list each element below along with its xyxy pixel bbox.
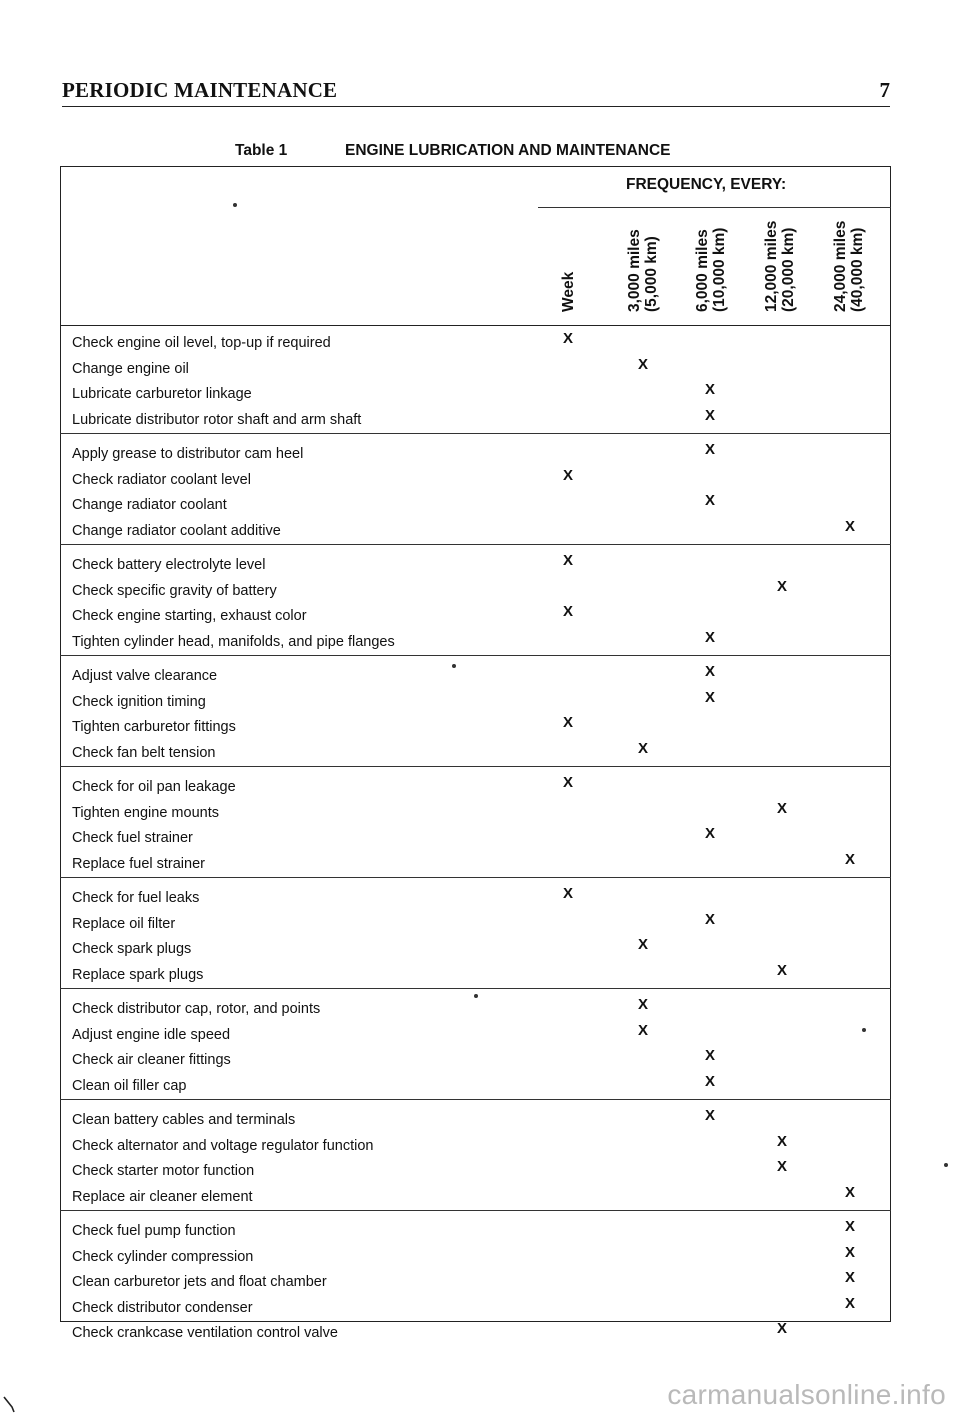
- frequency-mark: X: [563, 466, 574, 484]
- frequency-mark: X: [705, 910, 716, 928]
- frequency-mark: X: [777, 961, 788, 979]
- frequency-mark: X: [845, 850, 856, 868]
- watermark: carmanualsonline.info: [667, 1379, 946, 1410]
- frequency-mark: X: [845, 1183, 856, 1201]
- column-header: [763, 221, 797, 312]
- task-label: Check fan belt tension: [72, 744, 216, 761]
- task-label: Change radiator coolant additive: [72, 522, 281, 539]
- group-divider: [60, 766, 891, 767]
- column-header: [694, 228, 728, 312]
- group-divider: [60, 877, 891, 878]
- task-label: Check engine starting, exhaust color: [72, 608, 307, 624]
- table-title: ENGINE LUBRICATION AND MAINTENANCE: [345, 142, 671, 159]
- column-header-line2: (10,000 km): [711, 227, 728, 312]
- task-label: Check crankcase ventilation control valve: [72, 1325, 338, 1341]
- print-speck: [233, 203, 237, 207]
- task-label: Check specific gravity of battery: [72, 582, 277, 599]
- frequency-mark: X: [845, 1243, 856, 1261]
- task-label: Check spark plugs: [72, 941, 192, 957]
- frequency-mark: X: [845, 1218, 856, 1235]
- frequency-mark: X: [777, 577, 788, 595]
- task-label: Check alternator and voltage regulator function: [72, 1137, 374, 1154]
- task-label: Check distributor condenser: [72, 1299, 253, 1316]
- task-label: Check air cleaner fittings: [72, 1052, 231, 1068]
- frequency-mark: X: [563, 603, 574, 620]
- task-label: Replace fuel strainer: [72, 855, 205, 872]
- task-label: Tighten carburetor fittings: [72, 719, 236, 735]
- frequency-mark: X: [845, 1269, 856, 1286]
- frequency-mark: X: [705, 628, 716, 646]
- column-header-line1: 3,000 miles: [626, 229, 643, 312]
- task-label: Check starter motor function: [72, 1163, 255, 1179]
- table-caption: [235, 142, 671, 160]
- column-header-line1: Week: [560, 271, 577, 312]
- group-divider: [60, 1099, 891, 1100]
- frequency-mark: X: [845, 517, 856, 535]
- frequency-mark: X: [705, 663, 716, 680]
- column-header-line2: (5,000 km): [643, 236, 660, 312]
- frequency-mark: X: [705, 492, 716, 509]
- section-title: PERIODIC MAINTENANCE: [62, 78, 338, 102]
- task-label: Check fuel pump function: [72, 1223, 236, 1239]
- group-divider: [60, 655, 891, 656]
- frequency-mark: X: [705, 381, 716, 398]
- frequency-mark: X: [638, 936, 649, 953]
- print-speck: [944, 1163, 948, 1167]
- frequency-mark: X: [777, 1320, 788, 1337]
- task-label: Adjust engine idle speed: [72, 1026, 231, 1043]
- task-label: Change engine oil: [72, 360, 189, 377]
- task-label: Check distributor cap, rotor, and points: [72, 1001, 321, 1017]
- task-label: Lubricate distributor rotor shaft and arm shaft: [72, 411, 362, 428]
- frequency-mark: X: [705, 825, 716, 842]
- header-rule: [62, 106, 890, 107]
- scan-corner-mark: [2, 1395, 20, 1413]
- column-header: [832, 221, 866, 312]
- task-label: Check fuel strainer: [72, 830, 193, 846]
- task-label: Check battery electrolyte level: [72, 557, 266, 573]
- frequency-mark: X: [705, 1047, 716, 1064]
- frequency-mark: X: [845, 1294, 856, 1312]
- frequency-mark: X: [638, 739, 649, 757]
- task-label: Check for oil pan leakage: [72, 779, 236, 795]
- task-label: Replace spark plugs: [72, 966, 204, 983]
- group-divider: [60, 988, 891, 989]
- task-label: Check ignition timing: [72, 693, 206, 710]
- task-label: Clean oil filler cap: [72, 1077, 187, 1094]
- frequency-mark: X: [705, 441, 716, 458]
- column-header: [560, 272, 577, 312]
- frequency-mark: X: [705, 1107, 716, 1124]
- frequency-mark: X: [705, 688, 716, 706]
- frequency-mark: X: [777, 1132, 788, 1150]
- column-header-line1: 6,000 miles: [694, 229, 711, 312]
- print-speck: [474, 994, 478, 998]
- page-number: 7: [879, 78, 890, 102]
- table-label: Table 1: [235, 142, 288, 159]
- print-speck: [862, 1028, 866, 1032]
- group-divider: [60, 544, 891, 545]
- task-label: Replace air cleaner element: [72, 1188, 253, 1205]
- task-label: Adjust valve clearance: [72, 668, 218, 684]
- column-header-line2: (20,000 km): [780, 227, 797, 312]
- page-header: [62, 78, 890, 110]
- task-label: Lubricate carburetor linkage: [72, 386, 252, 402]
- frequency-mark: X: [777, 1158, 788, 1175]
- frequency-title: FREQUENCY, EVERY:: [626, 176, 787, 193]
- print-speck: [452, 664, 456, 668]
- group-divider: [60, 1210, 891, 1211]
- frequency-mark: X: [563, 714, 574, 731]
- task-label: Clean battery cables and terminals: [72, 1112, 296, 1128]
- task-label: Tighten engine mounts: [72, 804, 219, 821]
- task-label: Check radiator coolant level: [72, 471, 251, 488]
- frequency-mark: X: [777, 799, 788, 817]
- frequency-rule: [538, 207, 891, 208]
- column-header-line2: (40,000 km): [849, 227, 866, 312]
- frequency-mark: X: [638, 355, 649, 373]
- task-label: Replace oil filter: [72, 915, 176, 932]
- task-label: Check cylinder compression: [72, 1248, 254, 1265]
- column-header-line1: 24,000 miles: [832, 220, 849, 312]
- group-divider: [60, 433, 891, 434]
- frequency-mark: X: [638, 996, 649, 1013]
- frequency-mark: X: [563, 552, 574, 569]
- frequency-mark: X: [563, 774, 574, 791]
- frequency-mark: X: [705, 406, 716, 424]
- frequency-mark: X: [705, 1072, 716, 1090]
- header-bottom-rule: [60, 325, 891, 326]
- task-label: Apply grease to distributor cam heel: [72, 446, 304, 462]
- frequency-mark: X: [638, 1021, 649, 1039]
- column-header-line1: 12,000 miles: [763, 220, 780, 312]
- frequency-mark: X: [563, 330, 574, 347]
- task-label: Tighten cylinder head, manifolds, and pipe flanges: [72, 633, 395, 650]
- column-header: [626, 229, 660, 312]
- task-label: Check for fuel leaks: [72, 890, 200, 906]
- task-label: Check engine oil level, top-up if required: [72, 335, 331, 351]
- task-label: Change radiator coolant: [72, 497, 227, 513]
- frequency-mark: X: [563, 885, 574, 902]
- task-label: Clean carburetor jets and float chamber: [72, 1274, 327, 1290]
